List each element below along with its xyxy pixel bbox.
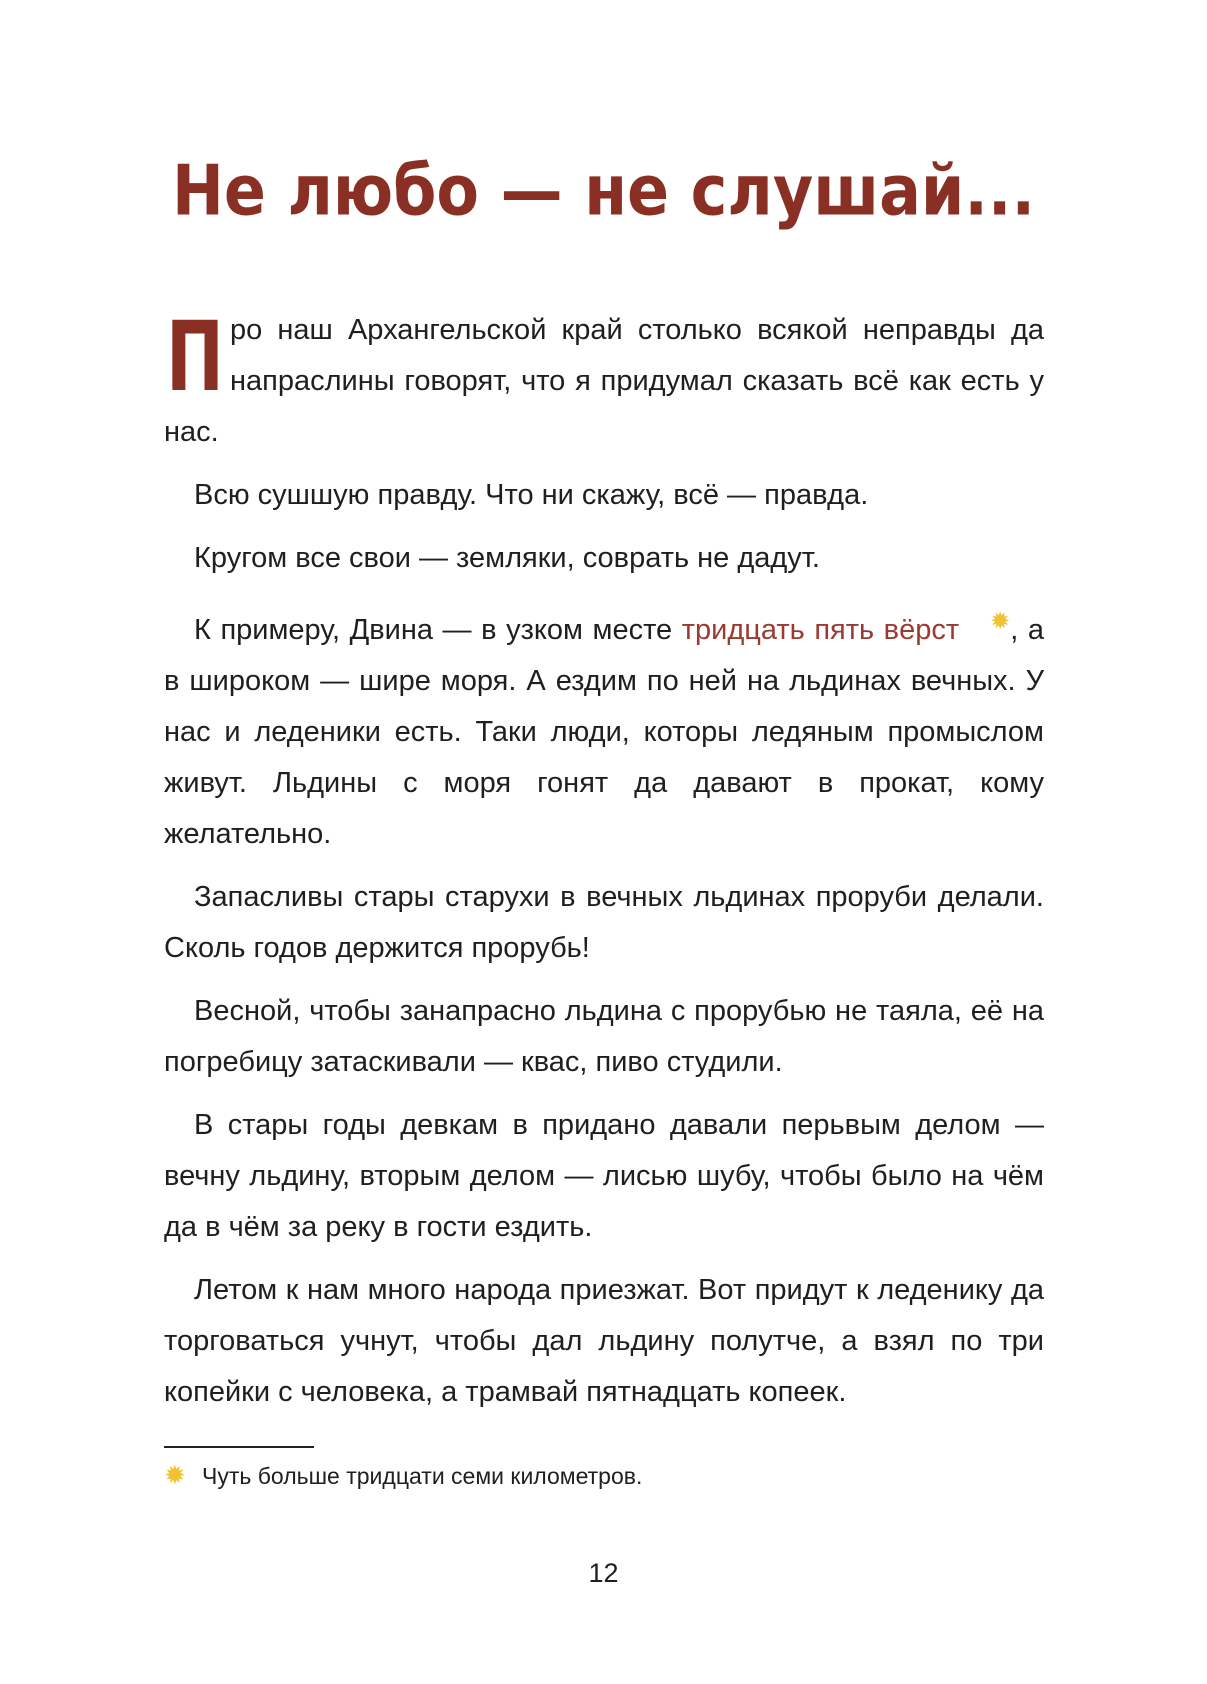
footnote-reference-text[interactable]: тридцать пять вёрст <box>681 614 960 646</box>
chapter-title: Не любо — не слушай... <box>171 149 1036 232</box>
chapter-body <box>164 301 1045 1430</box>
paragraph-4-text-end: , а в широком — шире моря. А ездим по ней на льдинах вечных. У нас и леденики есть. Таки люди, которы ледяным промыслом живут. Льдины с моря гонят да давают в прокат, кому желательно. <box>164 614 1045 850</box>
paragraph-8: Летом к нам много народа приезжат. Вот придут к леденику да торговаться учнут, чтобы дал льдину полутче, а взял по три копейки с человека, а трамвай пятнадцать копеек. <box>164 1274 1044 1408</box>
paragraph-3: Кругом все свои — земляки, соврать не дадут. <box>194 542 820 574</box>
sun-icon[interactable]: ✹ <box>990 608 1011 635</box>
paragraph-1-text: ро наш Архангельской край столько всякой неправды да напраслины говорят, что я придумал сказать всё как есть у нас. <box>164 314 1044 448</box>
paragraph-2: Всю сушшую правду. Что ни скажу, всё — правда. <box>194 479 869 511</box>
paragraph-6: Весной, чтобы занапрасно льдина с прорубью не таяла, её на погребицу затаскивали — квас, пиво студили. <box>164 995 1044 1078</box>
paragraph-1 <box>164 301 1044 458</box>
paragraph-7: В стары годы девкам в придано давали перьвым делом — вечну льдину, вторым делом — лисью шубу, чтобы было на чём да в чём за реку в гости ездить. <box>164 1109 1044 1243</box>
sun-icon: ✹ <box>164 1460 186 1490</box>
paragraph-4 <box>164 596 1044 860</box>
footnote <box>164 1458 1044 1493</box>
footnote-text: Чуть больше тридцати семи километров. <box>202 1463 643 1489</box>
footnote-divider <box>164 1446 314 1448</box>
paragraph-5: Запасливы стары старухи в вечных льдинах проруби делали. Сколь годов держится прорубь! <box>164 881 1044 964</box>
drop-cap: П <box>166 301 224 413</box>
paragraph-4-text-start: К примеру, Двина — в узком месте <box>194 614 682 646</box>
page-number: 12 <box>588 1558 619 1588</box>
